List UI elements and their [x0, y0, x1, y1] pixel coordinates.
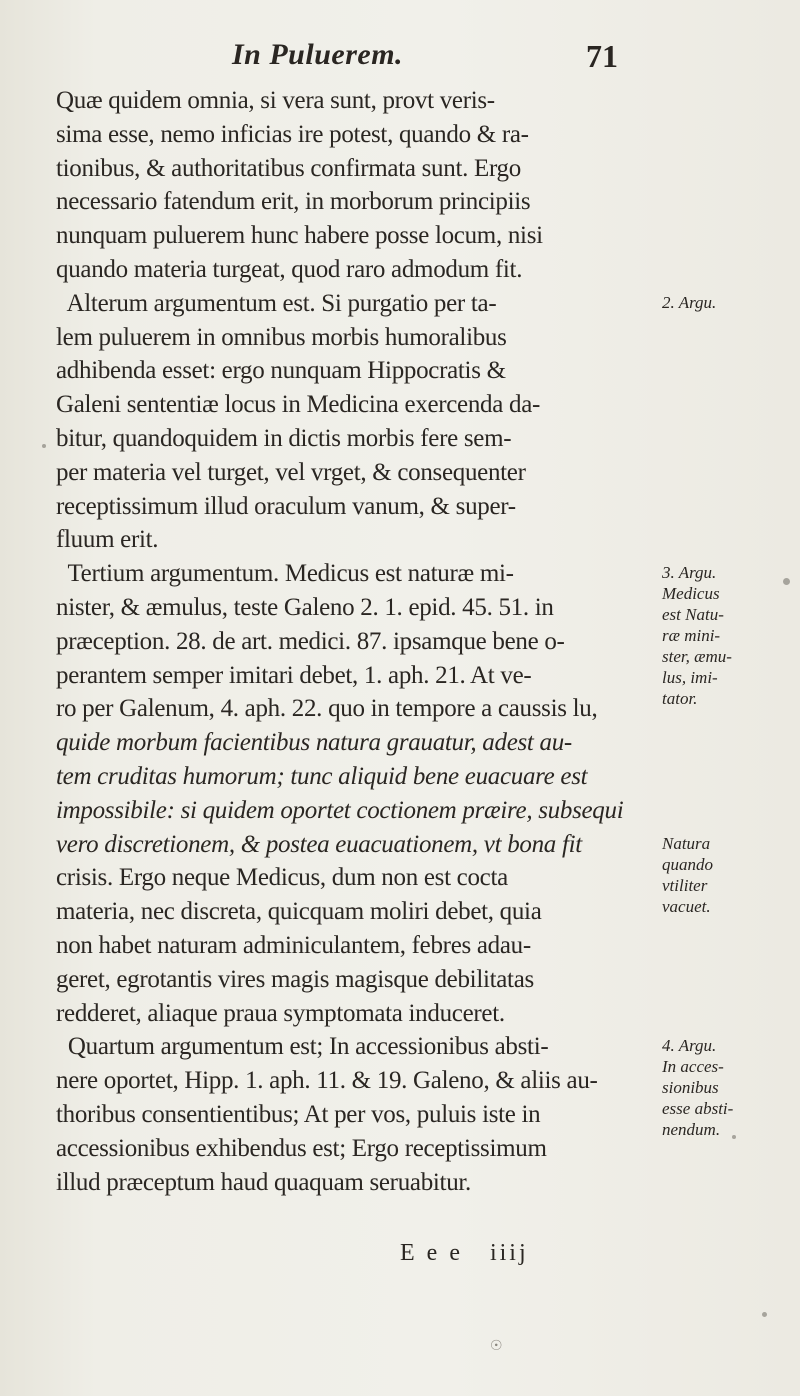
text-line: illud præceptum haud quaquam seruabitur. — [56, 1168, 471, 1196]
text-line: crisis. Ergo neque Medicus, dum non est cocta — [56, 864, 508, 892]
pencil-mark: ☉ — [490, 1338, 503, 1354]
margin-note: nendum. — [662, 1120, 721, 1140]
text-line: necessario fatendum erit, in morborum principiis — [56, 188, 531, 216]
margin-note: ræ mini- — [662, 626, 721, 646]
running-title: In Puluerem. — [232, 38, 404, 71]
text-line: Quæ quidem omnia, si vera sunt, provt veris- — [56, 87, 495, 114]
text-line: Tertium argumentum. Medicus est naturæ mi- — [56, 560, 514, 588]
text-line: non habet naturam adminiculantem, febres adau- — [56, 931, 531, 959]
margin-note: esse absti- — [662, 1099, 734, 1119]
margin-note: ster, æmu- — [662, 647, 732, 667]
text-line: impossibile: si quidem oportet coctionem præire, subsequi — [56, 796, 624, 824]
text-line: lem puluerem in omnibus morbis humoralibus — [56, 323, 507, 351]
text-line: tionibus, & authoritatibus confirmata sunt. Ergo — [56, 154, 521, 182]
text-line: materia, nec discreta, quicquam moliri debet, quia — [56, 898, 542, 926]
text-line: quando materia turgeat, quod raro admodum fit. — [56, 255, 523, 283]
ink-speck — [732, 1135, 736, 1139]
text-line: Galeni sententiæ locus in Medicina exercenda da- — [56, 391, 541, 419]
text-line: nere oportet, Hipp. 1. aph. 11. & 19. Galeno, & aliis au- — [56, 1067, 598, 1095]
text-line: per materia vel turget, vel vrget, & consequenter — [56, 458, 526, 486]
text-line: ro per Galenum, 4. aph. 22. quo in tempore a caussis lu, — [56, 695, 598, 723]
margin-note: quando — [662, 854, 713, 874]
ink-speck — [762, 1312, 767, 1317]
margin-note: 4. Argu. — [662, 1036, 717, 1056]
ink-speck — [783, 578, 790, 585]
body-text — [56, 84, 652, 1199]
text-line: sima esse, nemo inficias ire potest, quando & ra- — [56, 120, 529, 148]
text-line: quide morbum facientibus natura grauatur, adest au- — [56, 729, 572, 757]
text-line: perantem semper imitari debet, 1. aph. 21. At ve- — [56, 661, 532, 689]
text-line: nister, & æmulus, teste Galeno 2. 1. epid. 45. 51. in — [56, 593, 554, 621]
catchwords: E e e iiij — [400, 1240, 529, 1266]
text-line: nunquam puluerem hunc habere posse locum, nisi — [56, 222, 543, 250]
text-line: receptissimum illud oraculum vanum, & super- — [56, 492, 516, 520]
margin-note: vacuet. — [662, 896, 711, 916]
margin-note: Natura — [662, 833, 711, 853]
text-line: geret, egrotantis vires magis magisque debilitatas — [56, 965, 534, 993]
text-line: redderet, aliaque praua symptomata induceret. — [56, 999, 505, 1027]
text-line: thoribus consentientibus; At per vos, puluis iste in — [56, 1100, 541, 1128]
margin-note: est Natu- — [662, 605, 724, 625]
page-number: 71 — [586, 38, 618, 74]
margin-note: In acces- — [662, 1057, 724, 1077]
margin-note: 3. Argu. — [662, 563, 717, 583]
margin-note: 2. Argu. — [662, 292, 717, 312]
margin-note: sionibus — [662, 1078, 719, 1098]
text-line: præception. 28. de art. medici. 87. ipsamque bene o- — [56, 627, 565, 655]
text-line: Alterum argumentum est. Si purgatio per ta- — [56, 289, 497, 317]
text-line: accessionibus exhibendus est; Ergo receptissimum — [56, 1134, 547, 1162]
page-header — [0, 38, 800, 84]
text-line: Quartum argumentum est; In accessionibus absti- — [56, 1033, 549, 1061]
text-line: tem cruditas humorum; tunc aliquid bene euacuare est — [56, 762, 588, 790]
text-line: bitur, quandoquidem in dictis morbis fere sem- — [56, 424, 512, 452]
text-line: vero discretionem, & postea euacuationem, vt bona fit — [56, 830, 582, 858]
margin-note: lus, imi- — [662, 668, 718, 688]
margin-note: tator. — [662, 689, 698, 709]
margin-note: vtiliter — [662, 875, 708, 895]
text-line: fluum erit. — [56, 526, 159, 554]
ink-speck — [42, 444, 46, 448]
text-line: adhibenda esset: ergo nunquam Hippocratis & — [56, 357, 506, 385]
margin-note: Medicus — [662, 584, 720, 604]
